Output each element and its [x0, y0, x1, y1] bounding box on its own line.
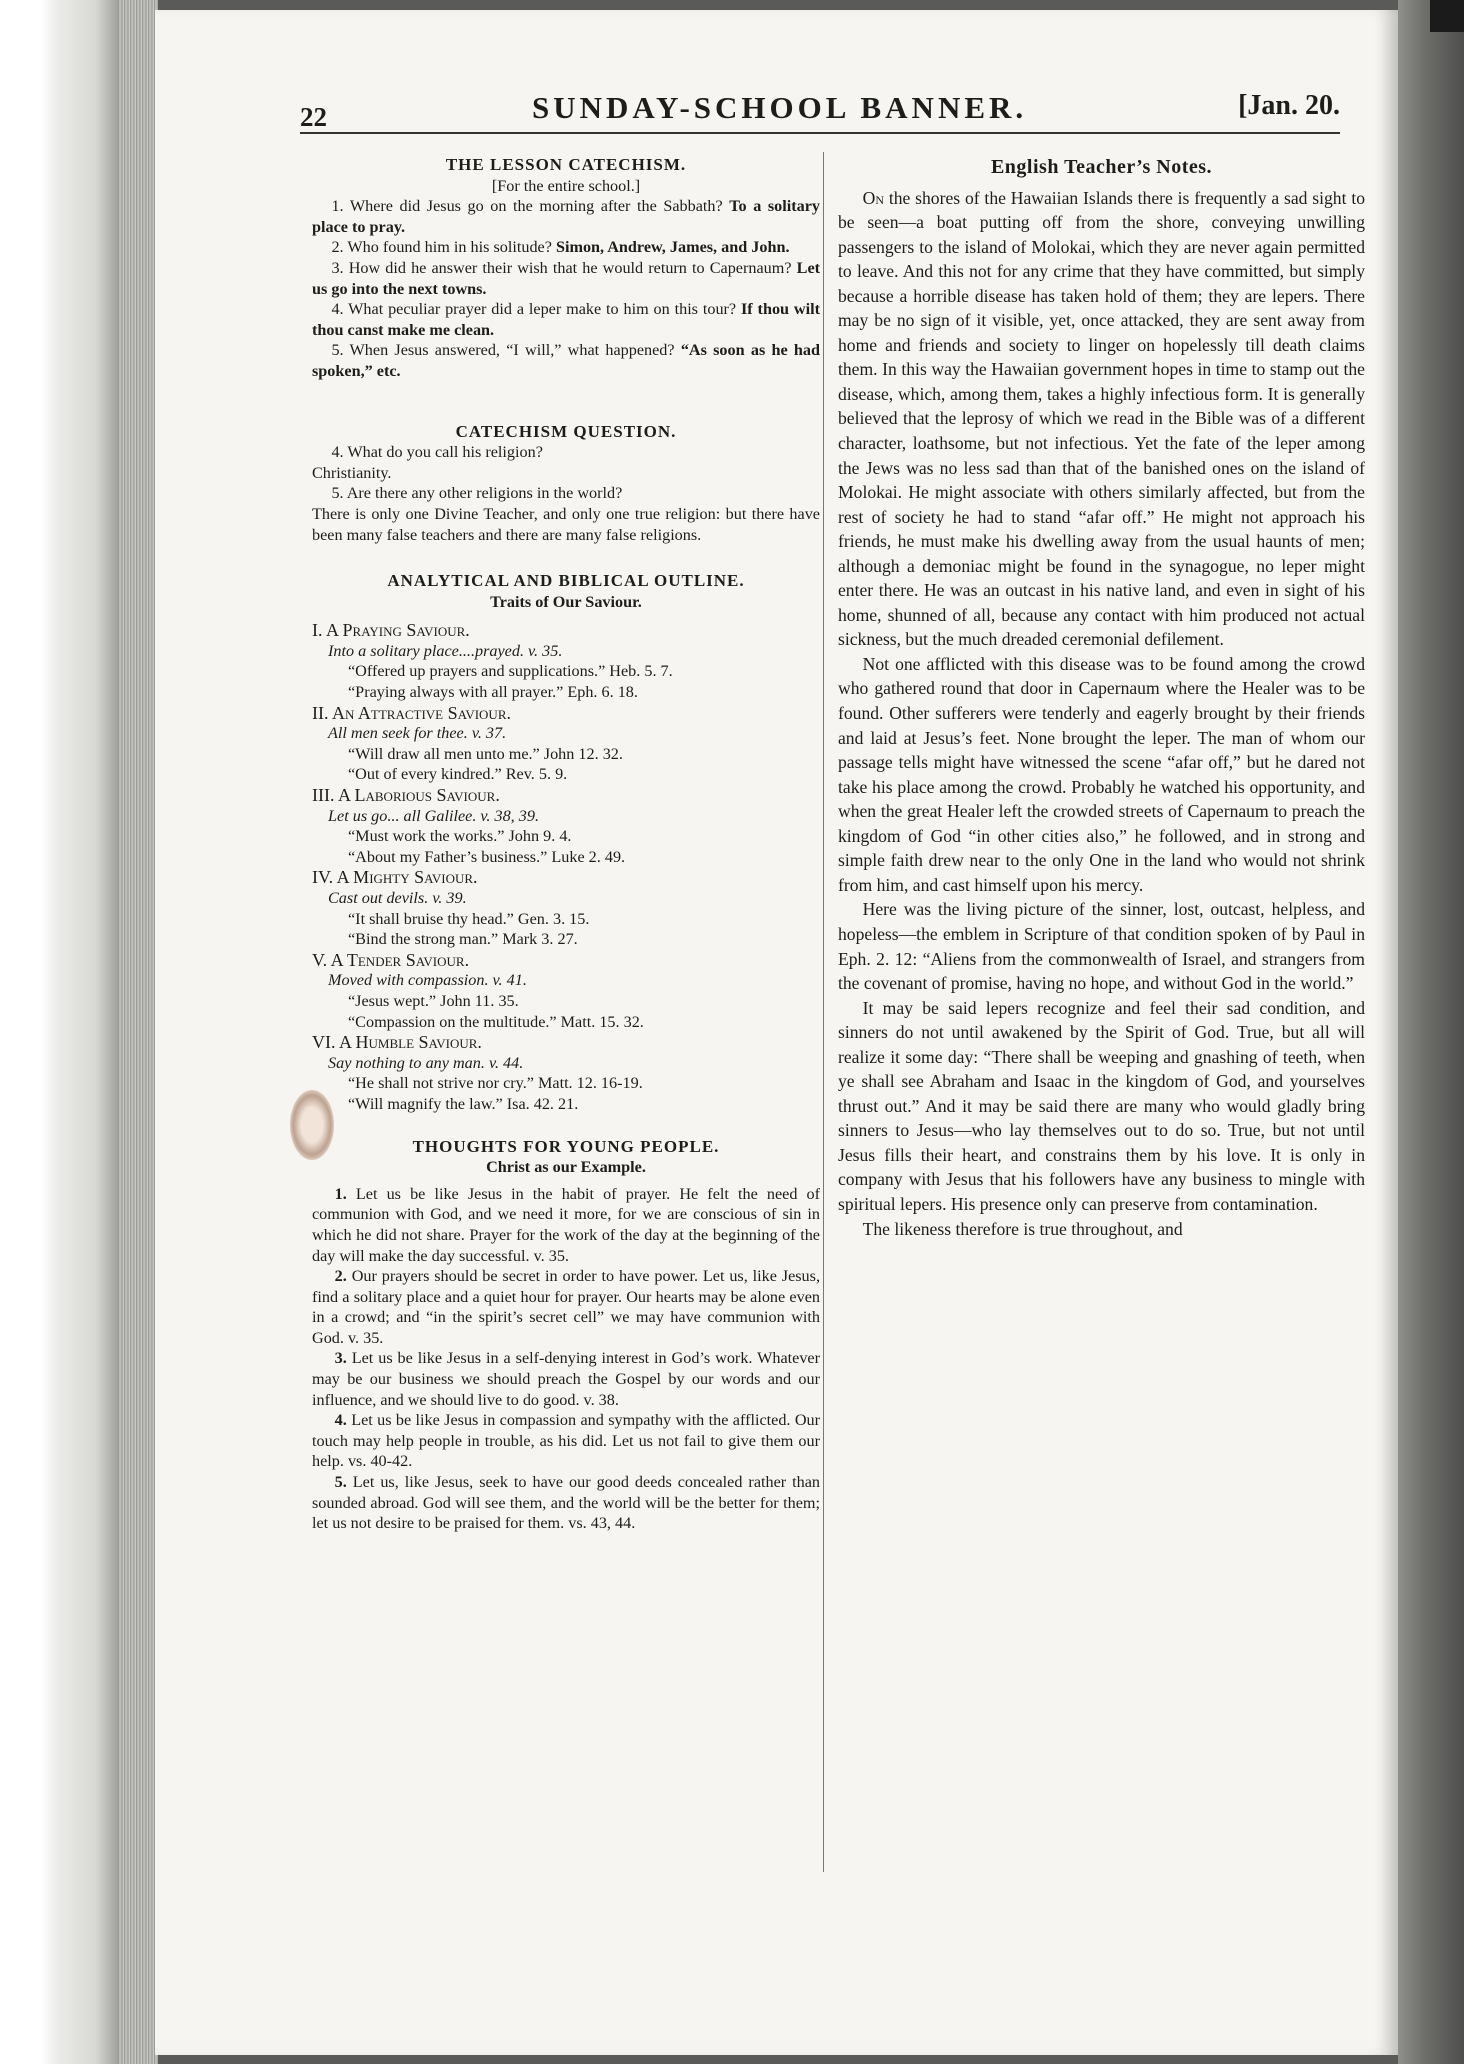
- outline-heading: IV. A Mighty Saviour.: [312, 867, 478, 888]
- outline-heading: I. A Praying Saviour.: [312, 620, 470, 641]
- outline-section: [312, 703, 820, 785]
- outline-quote: “Jesus wept.” John 11. 35.: [348, 991, 519, 1010]
- catechism-item: 3. How did he answer their wish that he would return to Capernaum? Let us go into the next towns.: [312, 258, 821, 298]
- spacer: [312, 545, 820, 571]
- outline-text: Cast out devils. v. 39.: [328, 889, 467, 907]
- catechism-answer: There is only one Divine Teacher, and only one true religion: but there have been many false teachers and there are many false religions.: [312, 504, 820, 544]
- spacer: [312, 1115, 820, 1137]
- catechism-item: 1. Where did Jesus go on the morning after the Sabbath? To a solitary place to pray.: [312, 197, 821, 236]
- thought-item: 2. Our prayers should be secret in order to have power. Let us, like Jesus, find a solitary place and a quiet hour for prayer. Our hearts may be alone even in a crowd; and “in the spirit’s secret cell” we may have communion with God. v. 35.: [312, 1267, 821, 1347]
- outline-subtitle: Traits of Our Saviour.: [490, 592, 642, 611]
- outline-quote: “Compassion on the multitude.” Matt. 15. 32.: [348, 1012, 644, 1031]
- outline-section: [312, 1032, 820, 1114]
- catechism-question: 4. What do you call his religion?: [331, 443, 543, 462]
- outline-quote: “Must work the works.” John 9. 4.: [348, 827, 572, 846]
- issue-date: [Jan. 20.: [1238, 90, 1340, 121]
- outline-text: Into a solitary place....prayed. v. 35.: [328, 641, 563, 660]
- outline-quote: “Will magnify the law.” Isa. 42. 21.: [348, 1094, 579, 1113]
- outline-section: [312, 785, 820, 867]
- notes-paragraph: The likeness therefore is true throughout, and: [862, 1218, 1183, 1239]
- facing-page-edge: [0, 0, 130, 2064]
- outline-quote: “Offered up prayers and supplications.” Heb. 5. 7.: [348, 662, 673, 681]
- outline-quote: “Out of every kindred.” Rev. 5. 9.: [348, 765, 568, 784]
- thought-item: 5. Let us, like Jesus, seek to have our good deeds concealed rather than sounded abroad. God will see them, and the world will be the better for them; let us not desire to be praised for them. vs. 43, 44.: [312, 1473, 821, 1533]
- scan-corner: [1430, 0, 1464, 32]
- outline-title: ANALYTICAL AND BIBLICAL OUTLINE.: [387, 571, 745, 591]
- outline-text: Say nothing to any man. v. 44.: [328, 1053, 524, 1072]
- column-divider: [823, 152, 824, 1872]
- thought-item: 3. Let us be like Jesus in a self-denying interest in God’s work. Whatever may be our business we should preach the Gospel by our words and our influence, and we should live to do good. v. 38.: [312, 1349, 820, 1409]
- book-binding: [118, 0, 158, 2064]
- catechism-question: 5. Are there any other religions in the world?: [331, 484, 623, 503]
- thoughts-title: THOUGHTS FOR YOUNG PEOPLE.: [412, 1136, 720, 1156]
- page-number: 22: [300, 102, 327, 132]
- spacer: [312, 382, 820, 422]
- outline-section: [312, 620, 820, 702]
- running-header: [300, 90, 1340, 134]
- outline-heading: VI. A Humble Saviour.: [312, 1032, 482, 1053]
- masthead: SUNDAY-SCHOOL BANNER.: [532, 90, 1028, 125]
- outline-section: [312, 867, 820, 949]
- thought-item: 4. Let us be like Jesus in compassion and sympathy with the afflicted. Our touch may help people in trouble, as his did. Let us not fail to give them our help. vs. 40-42.: [312, 1411, 820, 1471]
- outline-text: Moved with compassion. v. 41.: [328, 971, 527, 990]
- notes-paragraph: On the shores of the Hawaiian Islands there is frequently a sad sight to be seen—a boat putting off from the shore, conveying unwilling passengers to the island of Molokai, which they are never again permitted to leave. And this not for any crime that they have committed, but simply because a horrible disease has taken hold of them; they are lepers. There may be no sign of it visible, yet, once attacked, they are sent away from home and friends and society to linger on hopelessly till death claims them. In this way the Hawaiian government hopes in time to stamp out the disease, which, among them, takes a highly infectious form. It is generally believed that the leprosy of which we read in the Bible was of a different character, loathsome, but not infectious. Yet the fate of the leper among the Jews was no less sad than that of the banished ones on the island of Molokai. He might associate with others similarly affected, but from the rest of society he had to stand “afar off.” He might not approach his friends, he must make his dwelling away from the usual haunts of men; although a demoniac might be found in the synagogue, no leper might enter there. He was an outcast in his native land, and even in sight of his home, shunned of all, because any contact with him produced not actual sickness, but the much dreaded ceremonial defilement.: [838, 187, 1366, 650]
- outline-quote: “He shall not strive nor cry.” Matt. 12. 16-19.: [348, 1074, 643, 1093]
- notes-paragraph: Here was the living picture of the sinner, lost, outcast, helpless, and hopeless—the emblem in Scripture of that condition spoken of by Paul in Eph. 2. 12: “Aliens from the commonwealth of Israel, and strangers from the covenant of promise, having no hope, and without God in the world.”: [838, 899, 1365, 994]
- left-column: [312, 155, 820, 1534]
- outline-text: All men seek for thee. v. 37.: [328, 724, 507, 743]
- outline-heading: III. A Laborious Saviour.: [312, 785, 500, 806]
- outline-quote: “It shall bruise thy head.” Gen. 3. 15.: [348, 909, 590, 928]
- catechism-item: 4. What peculiar prayer did a leper make to him on this tour? If thou wilt thou canst make me clean.: [312, 300, 820, 339]
- outline-quote: “About my Father’s business.” Luke 2. 49.: [348, 847, 626, 866]
- thought-item: 1. Let us be like Jesus in the habit of prayer. He felt the need of communion with God, and we need it more, for we are conscious of sin in which he did not share. Prayer for the work of the day at the beginning of the day will make the day successful. v. 35.: [312, 1184, 821, 1265]
- outline-quote: “Praying always with all prayer.” Eph. 6. 18.: [348, 683, 638, 702]
- catechism-question-title: CATECHISM QUESTION.: [455, 421, 677, 441]
- catechism-item: 5. When Jesus answered, “I will,” what happened? “As soon as he had spoken,” etc.: [312, 341, 820, 380]
- catechism-item: 2. Who found him in his solitude? Simon, Andrew, James, and John.: [331, 238, 790, 257]
- notes-paragraph: Not one afflicted with this disease was to be found among the crowd who gathered round that door in Capernaum where the Healer was to be found. Other sufferers were tenderly and eagerly brought by their friends and laid at Jesus’s feet. None brought the leper. The man of whom our passage tells might have witnessed the scene “afar off,” but he dared not take his place among the crowd. Probably he watched his opportunity, and when the great Healer left the crowded streets of Capernaum to preach the kingdom of God “in other cities also,” he followed, and in strong and simple faith drew near to the only One in the land who would not shrink from him, and cast himself upon his mercy.: [838, 653, 1365, 895]
- notes-title: English Teacher’s Notes.: [990, 156, 1213, 178]
- header-rule: [300, 132, 1340, 134]
- catechism-answer: Christianity.: [312, 463, 392, 482]
- thoughts-subtitle: Christ as our Example.: [486, 1158, 646, 1177]
- catechism-title: THE LESSON CATECHISM.: [445, 155, 687, 174]
- catechism-subtitle: [For the entire school.]: [491, 176, 641, 195]
- page-gutter-shadow: [1398, 0, 1464, 2064]
- outline-heading: II. An Attractive Saviour.: [312, 702, 511, 723]
- right-column: [838, 155, 1365, 1241]
- outline-text: Let us go... all Galilee. v. 38, 39.: [328, 806, 540, 825]
- notes-paragraph: It may be said lepers recognize and feel their sad condition, and sinners do not until awakened by the Spirit of God. True, but all will realize it some day: “There shall be weeping and gnashing of teeth, when ye shall see Abraham and Isaac in the kingdom of God, and yourselves thrust out.” And it may be said there are many who would gladly bring sinners to Jesus—who lay themselves out to do so. True, but not until Jesus fills their heart, and constrains them by his love. It is only in company with Jesus that his followers have any business to mingle with spiritual lepers. His presence only can preserve from contamination.: [838, 997, 1365, 1214]
- outline-heading: V. A Tender Saviour.: [312, 949, 470, 970]
- outline-section: [312, 950, 820, 1032]
- outline-quote: “Bind the strong man.” Mark 3. 27.: [348, 930, 578, 949]
- outline-quote: “Will draw all men unto me.” John 12. 32.: [348, 744, 623, 763]
